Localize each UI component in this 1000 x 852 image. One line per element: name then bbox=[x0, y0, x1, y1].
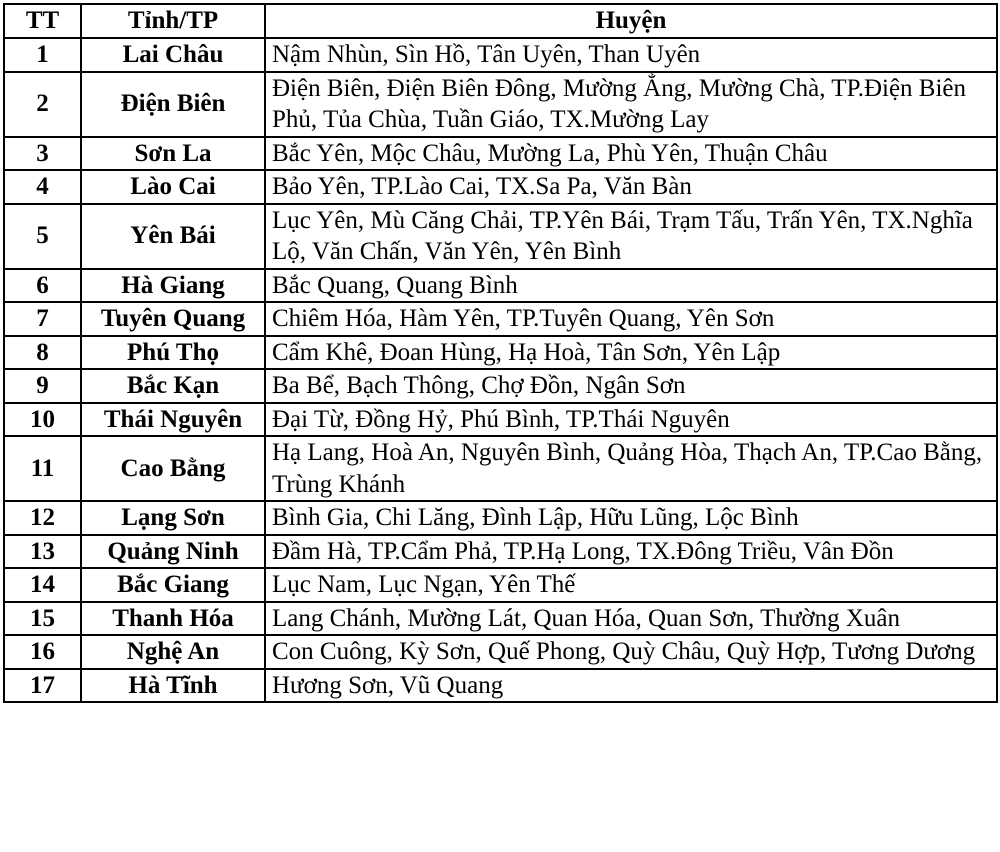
table-row bbox=[4, 38, 997, 72]
district-list: Nậm Nhùn, Sìn Hồ, Tân Uyên, Than Uyên bbox=[265, 38, 997, 72]
row-number: 11 bbox=[4, 436, 81, 501]
province-name: Điện Biên bbox=[81, 72, 265, 137]
row-number: 14 bbox=[4, 568, 81, 602]
province-name: Lào Cai bbox=[81, 170, 265, 204]
row-number: 4 bbox=[4, 170, 81, 204]
row-number: 12 bbox=[4, 501, 81, 535]
row-number: 7 bbox=[4, 302, 81, 336]
district-list: Bảo Yên, TP.Lào Cai, TX.Sa Pa, Văn Bàn bbox=[265, 170, 997, 204]
header-province: Tỉnh/TP bbox=[81, 4, 265, 38]
province-name: Lai Châu bbox=[81, 38, 265, 72]
row-number: 2 bbox=[4, 72, 81, 137]
province-name: Lạng Sơn bbox=[81, 501, 265, 535]
row-number: 15 bbox=[4, 602, 81, 636]
table-row bbox=[4, 336, 997, 370]
row-number: 13 bbox=[4, 535, 81, 569]
table-row bbox=[4, 436, 997, 501]
province-name: Sơn La bbox=[81, 137, 265, 171]
district-table bbox=[3, 3, 998, 703]
province-name: Tuyên Quang bbox=[81, 302, 265, 336]
district-list: Điện Biên, Điện Biên Đông, Mường Ẳng, Mường Chà, TP.Điện Biên Phủ, Tủa Chùa, Tuần Giáo, TX.Mường Lay bbox=[265, 72, 997, 137]
district-list: Chiêm Hóa, Hàm Yên, TP.Tuyên Quang, Yên Sơn bbox=[265, 302, 997, 336]
province-name: Thái Nguyên bbox=[81, 403, 265, 437]
table-row bbox=[4, 204, 997, 269]
table-row bbox=[4, 403, 997, 437]
table-row bbox=[4, 137, 997, 171]
table-row bbox=[4, 568, 997, 602]
row-number: 16 bbox=[4, 635, 81, 669]
district-list: Bắc Quang, Quang Bình bbox=[265, 269, 997, 303]
district-list: Bình Gia, Chi Lăng, Đình Lập, Hữu Lũng, Lộc Bình bbox=[265, 501, 997, 535]
header-tt: TT bbox=[4, 4, 81, 38]
header-row bbox=[4, 4, 997, 38]
province-name: Nghệ An bbox=[81, 635, 265, 669]
district-list: Hương Sơn, Vũ Quang bbox=[265, 669, 997, 703]
district-list: Đại Từ, Đồng Hỷ, Phú Bình, TP.Thái Nguyên bbox=[265, 403, 997, 437]
table-row bbox=[4, 302, 997, 336]
row-number: 17 bbox=[4, 669, 81, 703]
district-list: Bắc Yên, Mộc Châu, Mường La, Phù Yên, Thuận Châu bbox=[265, 137, 997, 171]
row-number: 9 bbox=[4, 369, 81, 403]
table-row bbox=[4, 170, 997, 204]
province-name: Quảng Ninh bbox=[81, 535, 265, 569]
row-number: 10 bbox=[4, 403, 81, 437]
table-row bbox=[4, 535, 997, 569]
district-list: Đầm Hà, TP.Cẩm Phả, TP.Hạ Long, TX.Đông Triều, Vân Đồn bbox=[265, 535, 997, 569]
province-name: Hà Tĩnh bbox=[81, 669, 265, 703]
table-row bbox=[4, 369, 997, 403]
header-district: Huyện bbox=[265, 4, 997, 38]
province-name: Yên Bái bbox=[81, 204, 265, 269]
province-name: Phú Thọ bbox=[81, 336, 265, 370]
district-list: Con Cuông, Kỳ Sơn, Quế Phong, Quỳ Châu, Quỳ Hợp, Tương Dương bbox=[265, 635, 997, 669]
district-list: Lang Chánh, Mường Lát, Quan Hóa, Quan Sơn, Thường Xuân bbox=[265, 602, 997, 636]
province-name: Bắc Giang bbox=[81, 568, 265, 602]
district-list: Hạ Lang, Hoà An, Nguyên Bình, Quảng Hòa, Thạch An, TP.Cao Bằng, Trùng Khánh bbox=[265, 436, 997, 501]
table-row bbox=[4, 269, 997, 303]
district-list: Lục Yên, Mù Căng Chải, TP.Yên Bái, Trạm Tấu, Trấn Yên, TX.Nghĩa Lộ, Văn Chấn, Văn Yên, Yên Bình bbox=[265, 204, 997, 269]
district-list: Ba Bể, Bạch Thông, Chợ Đồn, Ngân Sơn bbox=[265, 369, 997, 403]
province-name: Cao Bằng bbox=[81, 436, 265, 501]
district-list: Lục Nam, Lục Ngạn, Yên Thế bbox=[265, 568, 997, 602]
table-row bbox=[4, 72, 997, 137]
row-number: 5 bbox=[4, 204, 81, 269]
district-list: Cẩm Khê, Đoan Hùng, Hạ Hoà, Tân Sơn, Yên Lập bbox=[265, 336, 997, 370]
row-number: 8 bbox=[4, 336, 81, 370]
row-number: 3 bbox=[4, 137, 81, 171]
province-name: Thanh Hóa bbox=[81, 602, 265, 636]
row-number: 6 bbox=[4, 269, 81, 303]
table-row bbox=[4, 669, 997, 703]
province-name: Bắc Kạn bbox=[81, 369, 265, 403]
row-number: 1 bbox=[4, 38, 81, 72]
province-name: Hà Giang bbox=[81, 269, 265, 303]
table-row bbox=[4, 602, 997, 636]
table-row bbox=[4, 501, 997, 535]
table-row bbox=[4, 635, 997, 669]
